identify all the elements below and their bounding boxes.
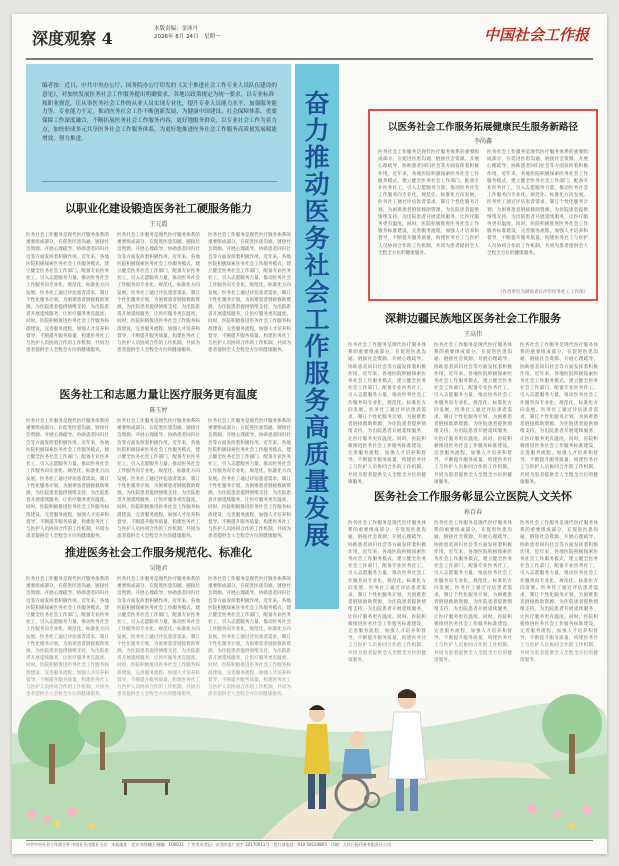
- bench-seat: [122, 779, 170, 783]
- hospital-garden-illustration: [12, 614, 607, 839]
- tree-trunk: [100, 732, 105, 770]
- article-author: 王高伟: [463, 331, 482, 338]
- footer-text: 中共中央社会工作部主管 中国社会出版社主办 本报地址：北京市西城区 邮编：100032 广告发布登记：京西市监广登字 20170011号 发行部电话：010-58124805 印刷：人民日报印务有限责任公司: [26, 842, 391, 847]
- tree-trunk: [569, 734, 575, 774]
- bench-leg: [165, 783, 168, 795]
- article-volunteers: [26, 386, 291, 540]
- editor-credit: 本版责编：金沛丹: [154, 26, 199, 32]
- article-column: 医务社会工作服务是现代医疗服务体系的重要组成部分，在促进医患沟通、链接社会资源、开展心理疏导、协助患者回归社会等方面发挥着积极作用。近年来，各地医院积极探索医务社会工作服务模式，建: [208, 577, 291, 611]
- page-footer: [26, 840, 593, 848]
- header-meta: [154, 25, 221, 41]
- article-column: 医务社会工作服务是现代医疗服务体系的重要组成部分，在促进医患沟通、链接社会资源、开展心理疏导、协助患者回归社会等方面发挥着积极作用。近年来，各地医院积极探索医务社会工作服务模式，建立健全医务社会工作部门，配备专业医务社工，引入志愿服务力量，推动医务社会工作服务向专业化、规范化、标准化方向发展。医务社工通过评估患者需求，制订个性化服务计划，为困难患者链接救助资源，为住院患者提供情绪支持，为出院患者开展延续服务，: [520, 521, 598, 613]
- featured-article-box: [368, 109, 598, 301]
- bench-leg: [124, 783, 127, 795]
- featured-article-author: 李尚鑫: [473, 138, 492, 145]
- article-column: 医务社会工作服务是现代医疗服务体系的重要组成部分，在促进医患沟通、链接社会资源、开展心理疏导、协助患者回归社会等方面发挥着积极作用。近年来，各地医院积极探索医务社会工作服务模式，建立健全医务社会工作部门，配备专业医务社工，引入志愿服务力量，推动医务社会工作服务向专业化、规范化、标准化方向发展。医务社工通过评估患者需求，制订个性化服务计划，为困难患者链接救助资源，为住院患者提供情绪支持，为出院患者开展延续服务，让医疗服务更有温度。同时，医院积极推进医务社会工作服务标准建设，完善服务流程，加强人才培养和督导，不断提升服务质量，构建医务社工与医护人员协同合作的工作机制，共同为患者提供全人全程全方位的健康服务。: [208, 233, 291, 354]
- article-author: 孙百春: [463, 509, 482, 516]
- article-title: 推进医务社会工作服务规范化、标准化: [65, 546, 252, 559]
- newspaper-page: [12, 14, 607, 854]
- issue-date: 2026年 8月 24日 星期一: [154, 34, 221, 40]
- article-author: 陈玉婷: [149, 407, 168, 414]
- article-column: 医务社会工作服务是现代医疗服务体系的重要组成部分，在促进医患沟通、链接社会资源、开展心理疏导、协助患者回归社会等方面发挥着积极作用。近年来，各地医院积极探索医务社会工作服务模式，建立健全医务社会工作部门，配备专业医务社工，引入志愿服务力量，推动医务社会工作服务向专业化、规范化、标准化方向发展。医务社工通过评估患者需求，制订个性化服务计划，为困难患者链接救助资源，为住院患者提供情绪支持，为出院患者开展延续服务，让医疗服务更有温度。同时，医院积极推进医务社会工作服务标准建设，完善服务流程，加强人才培养和督导，不断提升服务质量，构建医务社工与医护人员协同合作的工作机制，共同为患者提供全人全程全方位的健康服务。: [208, 419, 291, 540]
- article-column: 医务社会工作服务是现代医疗服务体系的重要组成部分，在促进医患沟通、链接社会资源、开展心理疏导、协助患者回归社会等方面发挥着积极作用。近年来，各地医院积极探索医务社会工作服务模式，建立健全医务社会工作部门，配备专业医务社工，引入志愿服务力量，推动医务社会工作服务向专业化、规范化、标准化方向发展。医务社工通过评估患者需求，制订个性化服务计划，为困难患者链接救助资源，为住院患者提供情绪支持，为出院患者开展延续服务，让医疗服务更有温度。同时，医院积极推进医务社会工作服务标准建设，完善服务流程，加强人才培养和督导，不断提升服务质量，构建医务社工与医护人员协同合作的工作机制，共同为患者提供全人全程全方位的健康服务。: [487, 150, 588, 256]
- article-column: 医务社会工作服务是现代医疗服务体系的重要组成部分，在促进医患沟通、链接社会资源、开展心理疏导、协助患者回归社会等方面发挥着积极作用。近年来，各地医院积极探索医务社会工作服务模式，建立健全医务社会工作部门，配备专业医务社工，引入志愿服务力量，推动医务社会工作服务向专业化、规范化、标准化方向发展。医务社工通过评估患者需求，制订个性化服务计划，为困难患者链接救助资源，为住院患者提供情绪支持，为出院患者开展延续服务，让医疗服务更有温度。同时，医院积极推进医务社会工作服务标准建设，完善服务流程，加强人才培养和督导，不断提升服务质量，构建医务社工与医护人员协同合作的工作机制，共同为患者提供全人全程全方位的健康服务。: [434, 343, 512, 485]
- newspaper-logo: 中国社会工作报: [483, 26, 589, 44]
- article-title: 以职业化建设锻造医务社工硬服务能力: [65, 202, 252, 215]
- article-column: 医务社会工作服务是现代医疗服务体系的重要组成部分，在促进医患沟通、链接社会资源、开展心理疏导、协助患者回归社会等方面发挥着积极作用。近年来，各地医院积极探索医务社会工作服务模式，建立健全医务社会工作部门，配备专业医务社工，引入志愿服务力量，推动医务社会工作服务向专业化、规范化、标准化方向发展。医务社工通过评估患者需求，制订个性化服务计划，为困难患者链接救助资源，为住院患者提供情绪支持，为出院患者开展延续服务，让医疗服务更有温度。同时，医院积极推进医务社会工作服务标准建设，完善服务流程，加强人才培养和督导，不断提升服务质量，构建医务社工与医护人员协同合作的工作机制，共同为患者提供全人全程全方位的健康服务。: [378, 150, 479, 256]
- page-header: [26, 22, 593, 60]
- article-title: 深耕边疆民族地区医务社会工作服务: [385, 312, 561, 325]
- article-border-regions: [348, 310, 598, 485]
- illustration-svg: [12, 614, 607, 839]
- vertical-title-banner: [295, 64, 339, 609]
- article-column: 医务社会工作服务是现代医疗服务体系的重要组成部分，在促进医患沟通、链接社会资源、开展心理疏导、协助患者回归社会等方面发挥着积极作用。近年来，各地医院积极探索医务社会工作服务模式，建立健全医务社会工作部门，配备专业医务社工，引入志愿服务力量，推动医务社会工作服务向专业化、规范化、标准化方向发展。医务社工通过评估患者需求，制订个性化服务计划，为困难患者链接救助资源，为住院患者提供情绪支持，为出院患者开展延续服务，让医疗服务更有温度。同时，医院积极推进医务社会工作服务标准建设，完善服务流程，加强人才培养和督导，不断提升服务质量，构建医务社工与医护人员协同合作的工作机制，共同为患者提供全人全程全方位的健康服务。: [520, 343, 598, 485]
- article-title: 医务社会工作服务彰显公立医院人文关怀: [374, 490, 572, 503]
- section-title: 深度观察 4: [32, 29, 113, 48]
- article-author: 王元霞: [149, 221, 168, 228]
- editor-note-text: 编者按：近日，中共中央办公厅、国务院办公厅印发的《关于推进社会工作专业人员队伍建设的意见》，对加快发展医务社会工作服务提出明确要求。各地以政策规定为统一要求，以专业标准和职业规范，让从事医务社会工作的从业人员实现专业化，提升专业人员能力水平，加强服务能力等，专业能力不足，推动医务社会工作不断创新发展，为健康中国建设、社会保障体系、重要保障工作深度融合，不断拓展医务社会工作服务内容，更好地服务群众，以专业社会工作为着力点，加快形成多元共享医务社会工作服务体系，为更好地推进医务社会工作服务高质量发展赋能增效，努力推进。: [42, 83, 277, 142]
- featured-article-title: 以医务社会工作服务拓展健康民生服务新路径: [387, 122, 578, 133]
- editor-note-box: [26, 64, 291, 192]
- article-author: 吴艳君: [149, 565, 168, 572]
- article-humanistic-care: [348, 488, 598, 618]
- featured-article-note: （作者单位为湖南省长沙市医务社工工作部）: [498, 290, 588, 295]
- article-column: 医务社会工作服务是现代医疗服务体系的重要组成部分，在促进医患沟通、链接社会资源、开展心理疏导、协助患者回归社会等方面发挥着积极作用。近年来，各地医院积极探索医务社会工作服务模式，建立健全医务社会工作部门，配备专业医务社工，引入志愿服务力量，推动医务社会工作服务向专业化、规范化、标准化方向发展。医务社工通过评估患者需求，制订个性化服务计划，为困难患者链接救助资源，为住院患者提供情绪支持，为出院患者开展延续服务，让医疗服务更有温度。同时，医院积极推进医务社会工作服务标准建设，完善服务流程，加强人才培养和督导，不断提升服务质量，构建医务社工与医护人员协同合作的工作机制，共同为患者提供全人全程全方位的健康服务。: [348, 343, 426, 485]
- article-column: 医务社会工作服务是现代医疗服务体系的重要组成部分，在促进医患沟通、链接社会资源、开展心理疏导、协助患者回归社会等方面发挥着积极作用。近年来，各地医院积极探索医务社会工作服务模式，建立健全医务社会工作部门，配备专业医务社工，引入志愿服务力量，推动医务社会工作服务向专业化、规范化、标准化方向发展。医务社工通过评估患者需求，制订个性化服务计划，为困难患者链接救助资源，为住院患者提供情绪支持，为出院患者开展延续服务，让医疗服务更有温度。同时，医院积极推进医务社会工作服务标准建设，完善服务流程，加强人才培养和督导，不断提升服务质量，构建医务社工与医护人员协同合作的工作机制，共同为患者提供全人全程全方位的健康服务。: [117, 233, 200, 354]
- vertical-title: 奋力推动医务社会工作服务高质量发展: [304, 89, 330, 550]
- article-column: 医务社会工作服务是现代医疗服务体系的重要组成部分，在促进医患沟通、链接社会资源、开展心理疏导、协助患者回归社会等方面发挥着积极作用。近年来，各地医院积极探索医务社会工作服务模式，建: [117, 577, 200, 611]
- article-column: 医务社会工作服务是现代医疗服务体系的重要组成部分，在促进医患沟通、链接社会资源、开展心理疏导、协助患者回归社会等方面发挥着积极作用。近年来，各地医院积极探索医务社会工作服务模式，建立健全医务社会工作部门，配备专业医务社工，引入志愿服务力量，推动医务社会工作服务向专业化、规范化、标准化方向发展。医务社工通过评估患者需求，制订个性化服务计划，为困难患者链接救助资源，为住院患者提供情绪支持，为出院患者开展延续服务，: [434, 521, 512, 613]
- article-column: 医务社会工作服务是现代医疗服务体系的重要组成部分，在促进医患沟通、链接社会资源、开展心理疏导、协助患者回归社会等方面发挥着积极作用。近年来，各地医院积极探索医务社会工作服务模式，建立健全医务社会工作部门，配备专业医务社工，引入志愿服务力量，推动医务社会工作服务向专业化、规范化、标准化方向发展。医务社工通过评估患者需求，制订个性化服务计划，为困难患者链接救助资源，为住院患者提供情绪支持，为出院患者开展延续服务，: [348, 521, 426, 613]
- editor-note-rule: [42, 181, 277, 182]
- article-title: 医务社工和志愿力量让医疗服务更有温度: [59, 388, 258, 401]
- article-column: 医务社会工作服务是现代医疗服务体系的重要组成部分，在促进医患沟通、链接社会资源、开展心理疏导、协助患者回归社会等方面发挥着积极作用。近年来，各地医院积极探索医务社会工作服务模式，建立健全医务社会工作部门，配备专业医务社工，引入志愿服务力量，推动医务社会工作服务向专业化、规范化、标准化方向发展。医务社工通过评估患者需求，制订个性化服务计划，为困难患者链接救助资源，为住院患者提供情绪支持，为出院患者开展延续服务，让医疗服务更有温度。同时，医院积极推进医务社会工作服务标准建设，完善服务流程，加强人才培养和督导，不断提升服务质量，构建医务社工与医护人员协同合作的工作机制，共同为患者提供全人全程全方位的健康服务。: [26, 419, 109, 540]
- article-professionalization: [26, 200, 291, 378]
- article-column: 医务社会工作服务是现代医疗服务体系的重要组成部分，在促进医患沟通、链接社会资源、开展心理疏导、协助患者回归社会等方面发挥着积极作用。近年来，各地医院积极探索医务社会工作服务模式，建立健全医务社会工作部门，配备专业医务社工，引入志愿服务力量，推动医务社会工作服务向专业化、规范化、标准化方向发展。医务社工通过评估患者需求，制订个性化服务计划，为困难患者链接救助资源，为住院患者提供情绪支持，为出院患者开展延续服务，让医疗服务更有温度。同时，医院积极推进医务社会工作服务标准建设，完善服务流程，加强人才培养和督导，不断提升服务质量，构建医务社工与医护人员协同合作的工作机制，共同为患者提供全人全程全方位的健康服务。: [26, 233, 109, 354]
- article-column: 医务社会工作服务是现代医疗服务体系的重要组成部分，在促进医患沟通、链接社会资源、开展心理疏导、协助患者回归社会等方面发挥着积极作用。近年来，各地医院积极探索医务社会工作服务模式，建立健全医务社会工作部门，配备专业医务社工，引入志愿服务力量，推动医务社会工作服务向专业化、规范化、标准化方向发展。医务社工通过评估患者需求，制订个性化服务计划，为困难患者链接救助资源，为住院患者提供情绪支持，为出院患者开展延续服务，让医疗服务更有温度。同时，医院积极推进医务社会工作服务标准建设，完善服务流程，加强人才培养和督导，不断提升服务质量，构建医务社工与医护人员协同合作的工作机制，共同为患者提供全人全程全方位的健康服务。: [117, 419, 200, 540]
- article-column: 医务社会工作服务是现代医疗服务体系的重要组成部分，在促进医患沟通、链接社会资源、开展心理疏导、协助患者回归社会等方面发挥着积极作用。近年来，各地医院积极探索医务社会工作服务模式，建: [26, 577, 109, 611]
- tree-trunk: [49, 744, 55, 784]
